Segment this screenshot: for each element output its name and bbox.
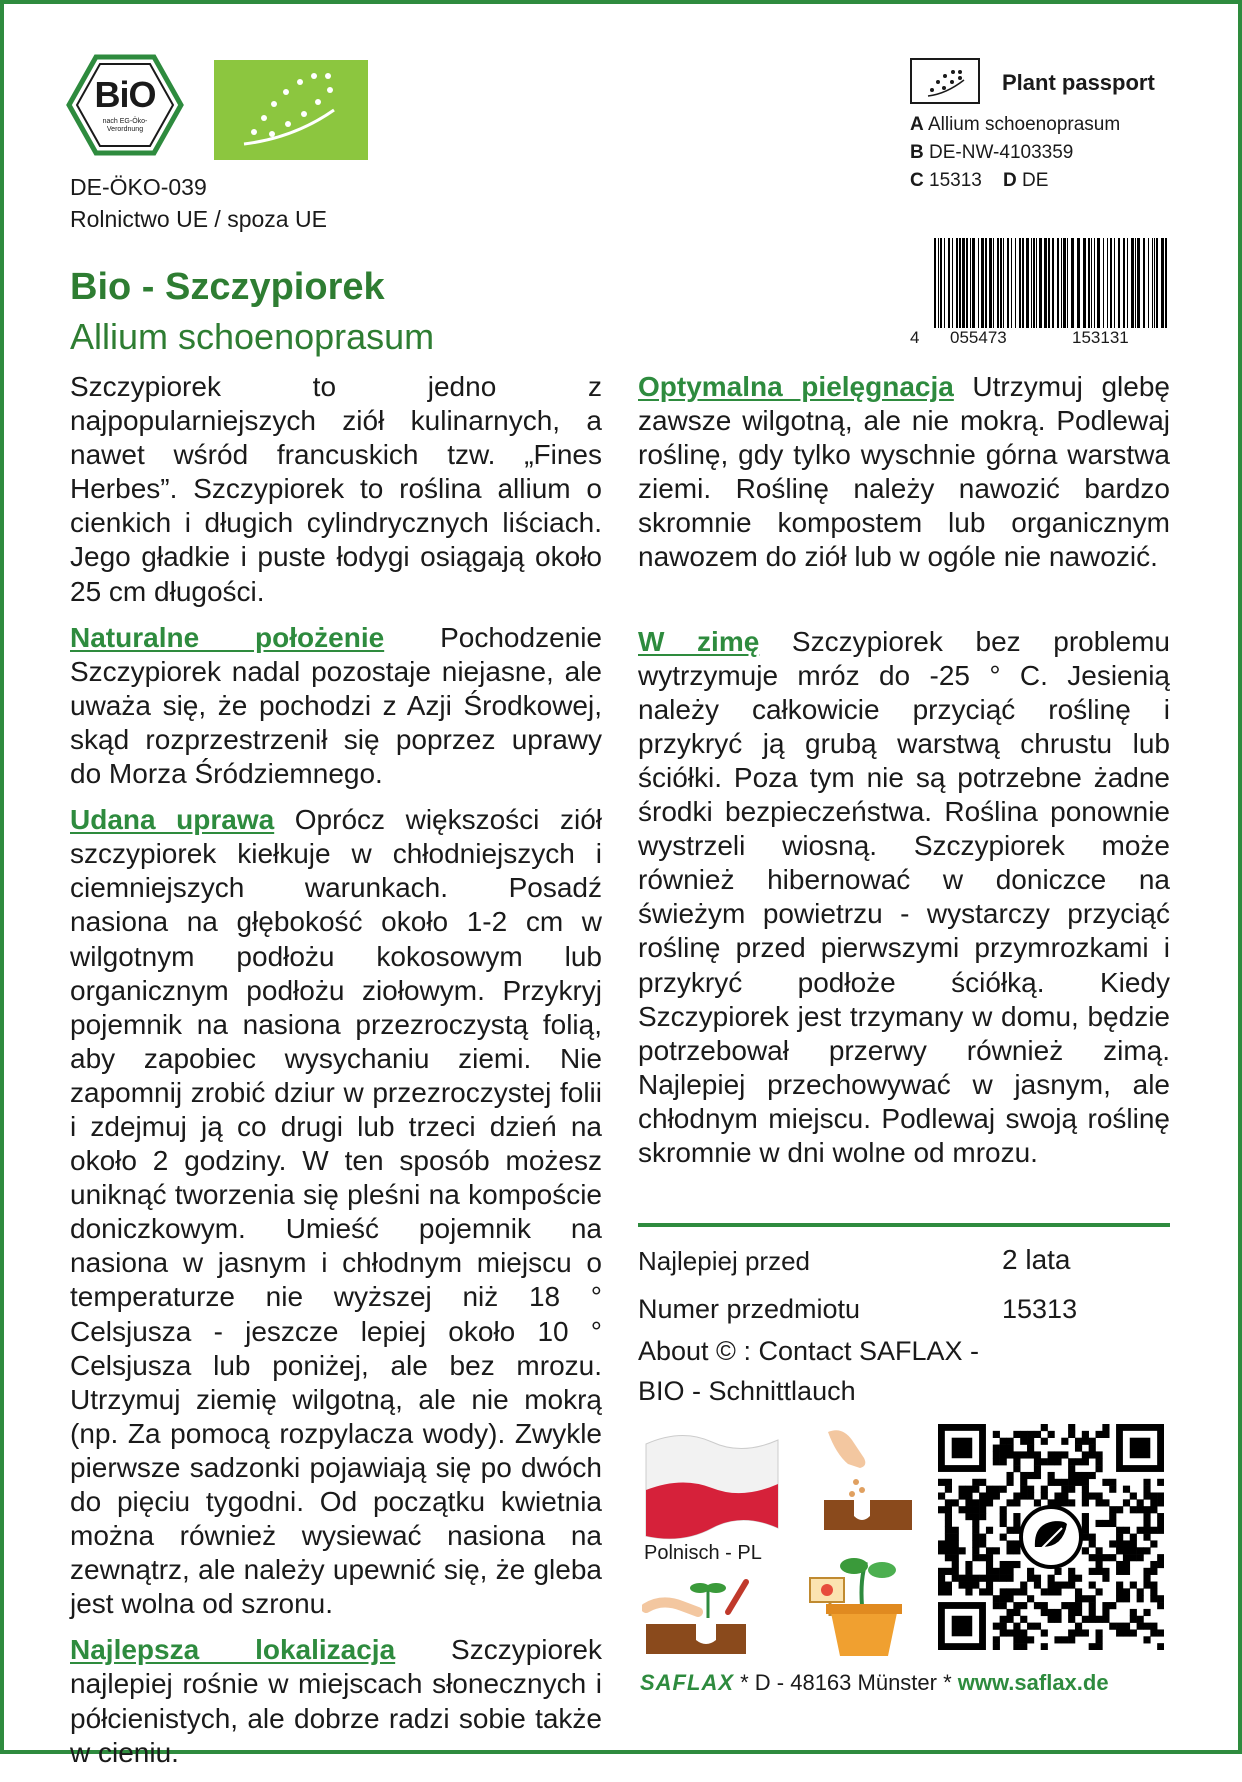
divider: [638, 1223, 1170, 1227]
about-text: About © : Contact SAFLAX -: [638, 1336, 980, 1366]
right-text-column: [638, 370, 1170, 1182]
care-paragraph: Optymalna pielęgnacja Utrzymuj glebę zawsze wilgotną, ale nie mokrą. Podlewaj roślinę, gdy tylko wyschnie górna warstwa ziemi. Roślinę należy nawozić bardzo skromnie kompostem lub organicznym nawozem do ziół lub w ogóle nie nawozić.: [638, 371, 1170, 573]
passport-line-a: A Allium schoenoprasum: [910, 114, 1121, 135]
care-heading: Optymalna pielęgnacja: [638, 371, 954, 402]
cultivation-paragraph: Udana uprawa Oprócz większości ziół szczypiorek kiełkuje w chłodniejszych i ciemniejszych warunkach. Posadź nasiona na głębokość około 1-2 cm w wilgotnym podłożu kokosowym lub organicznym podłożu ziołowym. Przykryj pojemnik na nasiona przezroczystą folią, aby zapobiec wysychaniu ziemi. Nie zapomnij zrobić dziur w przezroczystej folii i zdejmuj ją co drugi lub trzeci dzień na około 2 godziny. W ten sposób możesz uniknąć tworzenia się pleśni na kompoście doniczkowym. Umieść pojemnik na nasiona w jasnym i chłodnym miejscu o temperaturze nie wyższej niż 18 ° Celsjusza - jeszcze lepiej około 10 ° Celsjusza lub poniżej, ale bez mrozu. Utrzymuj ziemię wilgotną, ale nie mokrą (np. Za pomocą rozpylacza wody). Zwykle pierwsze sadzonki pojawiają się po dwóch do pięciu tygodni. Od początku kwietnia można również wysiewać nasiona na zewnątrz, ale należy upewnić się, że gleba jest wolna od szronu.: [70, 804, 602, 1620]
certification-code: DE-ÖKO-039: [70, 174, 207, 200]
barcode-icon: [932, 238, 1172, 328]
barcode-digit-prefix: 4: [910, 328, 920, 347]
potted-plant-icon: [800, 1548, 910, 1658]
origin-text: Rolnictwo UE / spoza UE: [70, 206, 327, 232]
winter-heading: W zimę: [638, 625, 760, 657]
about-product-text: BIO - Schnittlauch: [638, 1376, 856, 1406]
left-text-column: [70, 370, 602, 1782]
passport-line-cd: C 15313 D DE: [910, 170, 1049, 191]
intro-paragraph: Szczypiorek to jedno z najpopularniejszych ziół kulinarnych, a nawet wśród francuskich tzw. „Fines Herbes”. Szczypiorek to roślina allium o cienkich i długich cylindrycznych liściach. Jego gładkie i puste łodygi osiągają około 25 cm długości.: [70, 371, 602, 607]
planting-seedling-icon: [642, 1568, 752, 1654]
item-number-value: 15313: [1002, 1294, 1078, 1324]
best-before-label: Najlepiej przed: [638, 1246, 810, 1276]
natural-habitat-heading: Naturalne położenie: [70, 621, 385, 653]
cultivation-heading: Udana uprawa: [70, 804, 275, 836]
eu-flag-passport-icon: [910, 58, 980, 104]
location-heading: Najlepsza lokalizacja: [70, 1634, 396, 1666]
qr-code-icon: [938, 1424, 1164, 1650]
polish-flag-icon: [642, 1432, 782, 1542]
footer: [640, 1670, 1109, 1696]
natural-habitat-paragraph: Naturalne położenie Pochodzenie Szczypiorek nadal pozostaje niejasne, ale uważa się, że pochodzi z Azji Środkowej, skąd rozprzestrzenił się poprzez uprawy do Morza Śródziemnego.: [70, 621, 603, 790]
barcode-digits-left: 055473: [950, 328, 1007, 347]
language-label: Polnisch - PL: [644, 1542, 762, 1564]
plant-passport-title: Plant passport: [1002, 70, 1155, 95]
brand-logo: SAFLAX: [640, 1670, 734, 1695]
location-paragraph: Najlepsza lokalizacja Szczypiorek najlepiej rośnie w miejscach słonecznych i półcienistych, ale dobrze radzi sobie także w cieniu.: [70, 1634, 602, 1768]
barcode-digits-right: 153131: [1072, 328, 1129, 347]
passport-line-b: B DE-NW-4103359: [910, 142, 1074, 163]
winter-paragraph: W zimę Szczypiorek bez problemu wytrzymuje mróz do -25 ° C. Jesienią należy całkowicie przyciąć roślinę i przykryć ją grubą warstwą chrustu lub ściółki. Poza tym nie są potrzebne żadne środki bezpieczeństwa. Roślina ponownie wystrzeli wiosną. Szczypiorek może również hibernować w doniczce na świeżym powietrzu - wystarczy przyciąć roślinę przed pierwszymi przymrozkami i przykryć podłoże ściółką. Kiedy Szczypiorek jest trzymany w domu, będzie potrzebował przerwy również zimą. Najlepiej przechowywać w jasnym, ale chłodnym miejscu. Podlewaj swoją roślinę skromnie w dni wolne od mrozu.: [638, 625, 1170, 1168]
best-before-value: 2 lata: [1002, 1244, 1071, 1275]
item-number-label: Numer przedmiotu: [638, 1294, 861, 1324]
bio-logo-small-text: nach EG-Öko-Verordnung: [102, 118, 148, 133]
website-link[interactable]: www.saflax.de: [957, 1670, 1109, 1695]
bio-logo-text: BiO: [94, 74, 156, 115]
sowing-seeds-icon: [818, 1424, 918, 1534]
product-title: Bio - Szczypiorek: [70, 266, 385, 308]
eu-organic-leaf-icon: [214, 60, 368, 160]
product-latin-name: Allium schoenoprasum: [70, 316, 435, 357]
footer-address: * D - 48163 Münster *: [734, 1670, 958, 1695]
